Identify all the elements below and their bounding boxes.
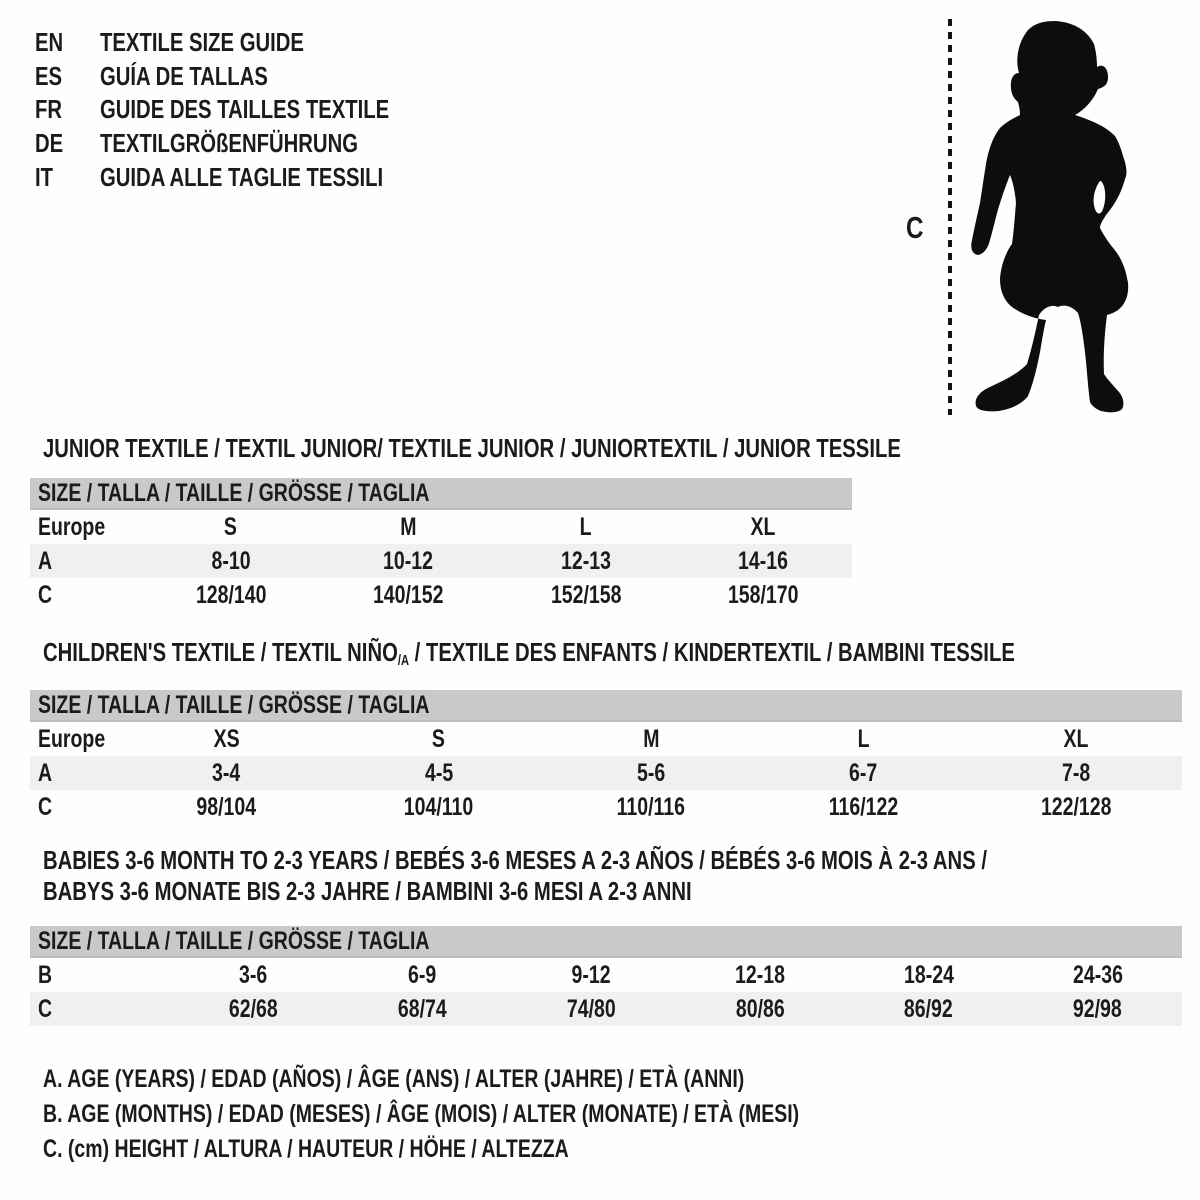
size-cell: 10-12 bbox=[383, 546, 434, 575]
size-cell: 18-24 bbox=[903, 960, 954, 989]
size-cell: XS bbox=[213, 724, 240, 753]
toddler-silhouette bbox=[900, 14, 1140, 420]
language-code: DE bbox=[35, 128, 64, 159]
size-cell: 140/152 bbox=[373, 580, 444, 609]
size-header-bar: SIZE / TALLA / TAILLE / GRÖSSE / TAGLIA bbox=[30, 926, 1182, 958]
size-cell: 12-18 bbox=[734, 960, 785, 989]
size-cell: 128/140 bbox=[195, 580, 266, 609]
size-cell: S bbox=[224, 512, 238, 541]
size-cell: XL bbox=[1063, 724, 1089, 753]
guide-title: GUIDE DES TAILLES TEXTILE bbox=[100, 94, 390, 125]
language-row bbox=[35, 93, 471, 127]
size-cell: 6-9 bbox=[408, 960, 437, 989]
size-cell: 74/80 bbox=[566, 994, 616, 1023]
size-cell: 14-16 bbox=[738, 546, 789, 575]
language-code: IT bbox=[35, 161, 54, 192]
size-cell: 110/116 bbox=[616, 792, 686, 821]
guide-title: GUIDA ALLE TAGLIE TESSILI bbox=[100, 161, 384, 192]
size-cell: 3-6 bbox=[239, 960, 268, 989]
row-label: C bbox=[38, 580, 53, 609]
guide-title: GUÍA DE TALLAS bbox=[100, 60, 268, 91]
legend bbox=[43, 1062, 1012, 1167]
size-cell: 104/110 bbox=[403, 792, 474, 821]
height-label: C bbox=[906, 210, 924, 245]
table-row bbox=[30, 756, 1182, 790]
junior-size-table bbox=[30, 478, 852, 612]
size-cell: 68/74 bbox=[397, 994, 447, 1023]
table-row bbox=[30, 544, 852, 578]
size-cell: L bbox=[579, 512, 592, 541]
children-section-heading: CHILDREN'S TEXTILE / TEXTIL NIÑO/A / TEXTILE DES ENFANTS / KINDERTEXTIL / BAMBINI TESSILE bbox=[43, 637, 1015, 669]
legend-line-c: C. (cm) HEIGHT / ALTURA / HAUTEUR / HÖHE / ALTEZZA bbox=[43, 1135, 569, 1163]
size-cell: M bbox=[400, 512, 417, 541]
language-row bbox=[35, 60, 471, 94]
size-cell: 5-6 bbox=[636, 758, 666, 787]
size-cell: 80/86 bbox=[735, 994, 785, 1023]
size-cell: S bbox=[432, 724, 446, 753]
size-cell: 98/104 bbox=[196, 792, 257, 821]
table-row bbox=[30, 958, 1182, 992]
language-title-list bbox=[35, 26, 471, 194]
row-label: Europe bbox=[38, 724, 106, 753]
size-cell: 6-7 bbox=[849, 758, 878, 787]
language-code: EN bbox=[35, 27, 64, 58]
nino-a-subscript: /A bbox=[397, 653, 410, 669]
size-cell: 152/158 bbox=[550, 580, 621, 609]
language-row bbox=[35, 127, 471, 161]
table-row bbox=[30, 992, 1182, 1026]
size-cell: 4-5 bbox=[424, 758, 453, 787]
legend-line-a: A. AGE (YEARS) / EDAD (AÑOS) / ÂGE (ANS) / ALTER (JAHRE) / ETÀ (ANNI) bbox=[43, 1065, 745, 1093]
size-cell: 158/170 bbox=[728, 580, 799, 609]
table-row bbox=[30, 722, 1182, 756]
row-label: C bbox=[38, 994, 53, 1023]
size-cell: XL bbox=[750, 512, 776, 541]
size-cell: 9-12 bbox=[571, 960, 611, 989]
language-row bbox=[35, 160, 471, 194]
size-cell: 86/92 bbox=[904, 994, 954, 1023]
babies-section-heading: BABIES 3-6 MONTH TO 2-3 YEARS / BEBÉS 3-6 MESES A 2-3 AÑOS / BÉBÉS 3-6 MOIS À 2-3 ANS / BABYS 3-6 MONATE BIS 2-3 JAHRE / BAMBINI 3-6 MESI A 2-3 ANNI bbox=[43, 845, 987, 906]
language-code: ES bbox=[35, 60, 63, 91]
row-label: C bbox=[38, 792, 53, 821]
row-label: B bbox=[38, 960, 53, 989]
size-header-bar: SIZE / TALLA / TAILLE / GRÖSSE / TAGLIA bbox=[30, 478, 852, 510]
language-row bbox=[35, 26, 471, 60]
guide-title: TEXTILE SIZE GUIDE bbox=[100, 27, 304, 58]
size-cell: 24-36 bbox=[1072, 960, 1123, 989]
junior-section-heading: JUNIOR TEXTILE / TEXTIL JUNIOR/ TEXTILE JUNIOR / JUNIORTEXTIL / JUNIOR TESSILE bbox=[43, 433, 901, 463]
guide-title: TEXTILGRÖßENFÜHRUNG bbox=[100, 128, 358, 159]
size-cell: 116/122 bbox=[828, 792, 899, 821]
size-cell: 12-13 bbox=[560, 546, 611, 575]
table-row bbox=[30, 790, 1182, 824]
size-header-bar: SIZE / TALLA / TAILLE / GRÖSSE / TAGLIA bbox=[30, 690, 1182, 722]
size-cell: L bbox=[857, 724, 870, 753]
size-cell: 122/128 bbox=[1040, 792, 1112, 821]
size-cell: 7-8 bbox=[1061, 758, 1090, 787]
row-label: A bbox=[38, 758, 53, 787]
table-row bbox=[30, 578, 852, 612]
size-cell: 8-10 bbox=[211, 546, 251, 575]
table-row bbox=[30, 510, 852, 544]
language-code: FR bbox=[35, 94, 63, 125]
row-label: A bbox=[38, 546, 53, 575]
size-cell: 92/98 bbox=[1073, 994, 1122, 1023]
size-cell: 3-4 bbox=[212, 758, 241, 787]
size-cell: 62/68 bbox=[229, 994, 278, 1023]
size-cell: M bbox=[642, 724, 660, 753]
row-label: Europe bbox=[38, 512, 106, 541]
babies-size-table bbox=[30, 926, 1182, 1026]
legend-line-b: B. AGE (MONTHS) / EDAD (MESES) / ÂGE (MOIS) / ALTER (MONATE) / ETÀ (MESI) bbox=[43, 1100, 800, 1128]
children-size-table bbox=[30, 690, 1182, 824]
